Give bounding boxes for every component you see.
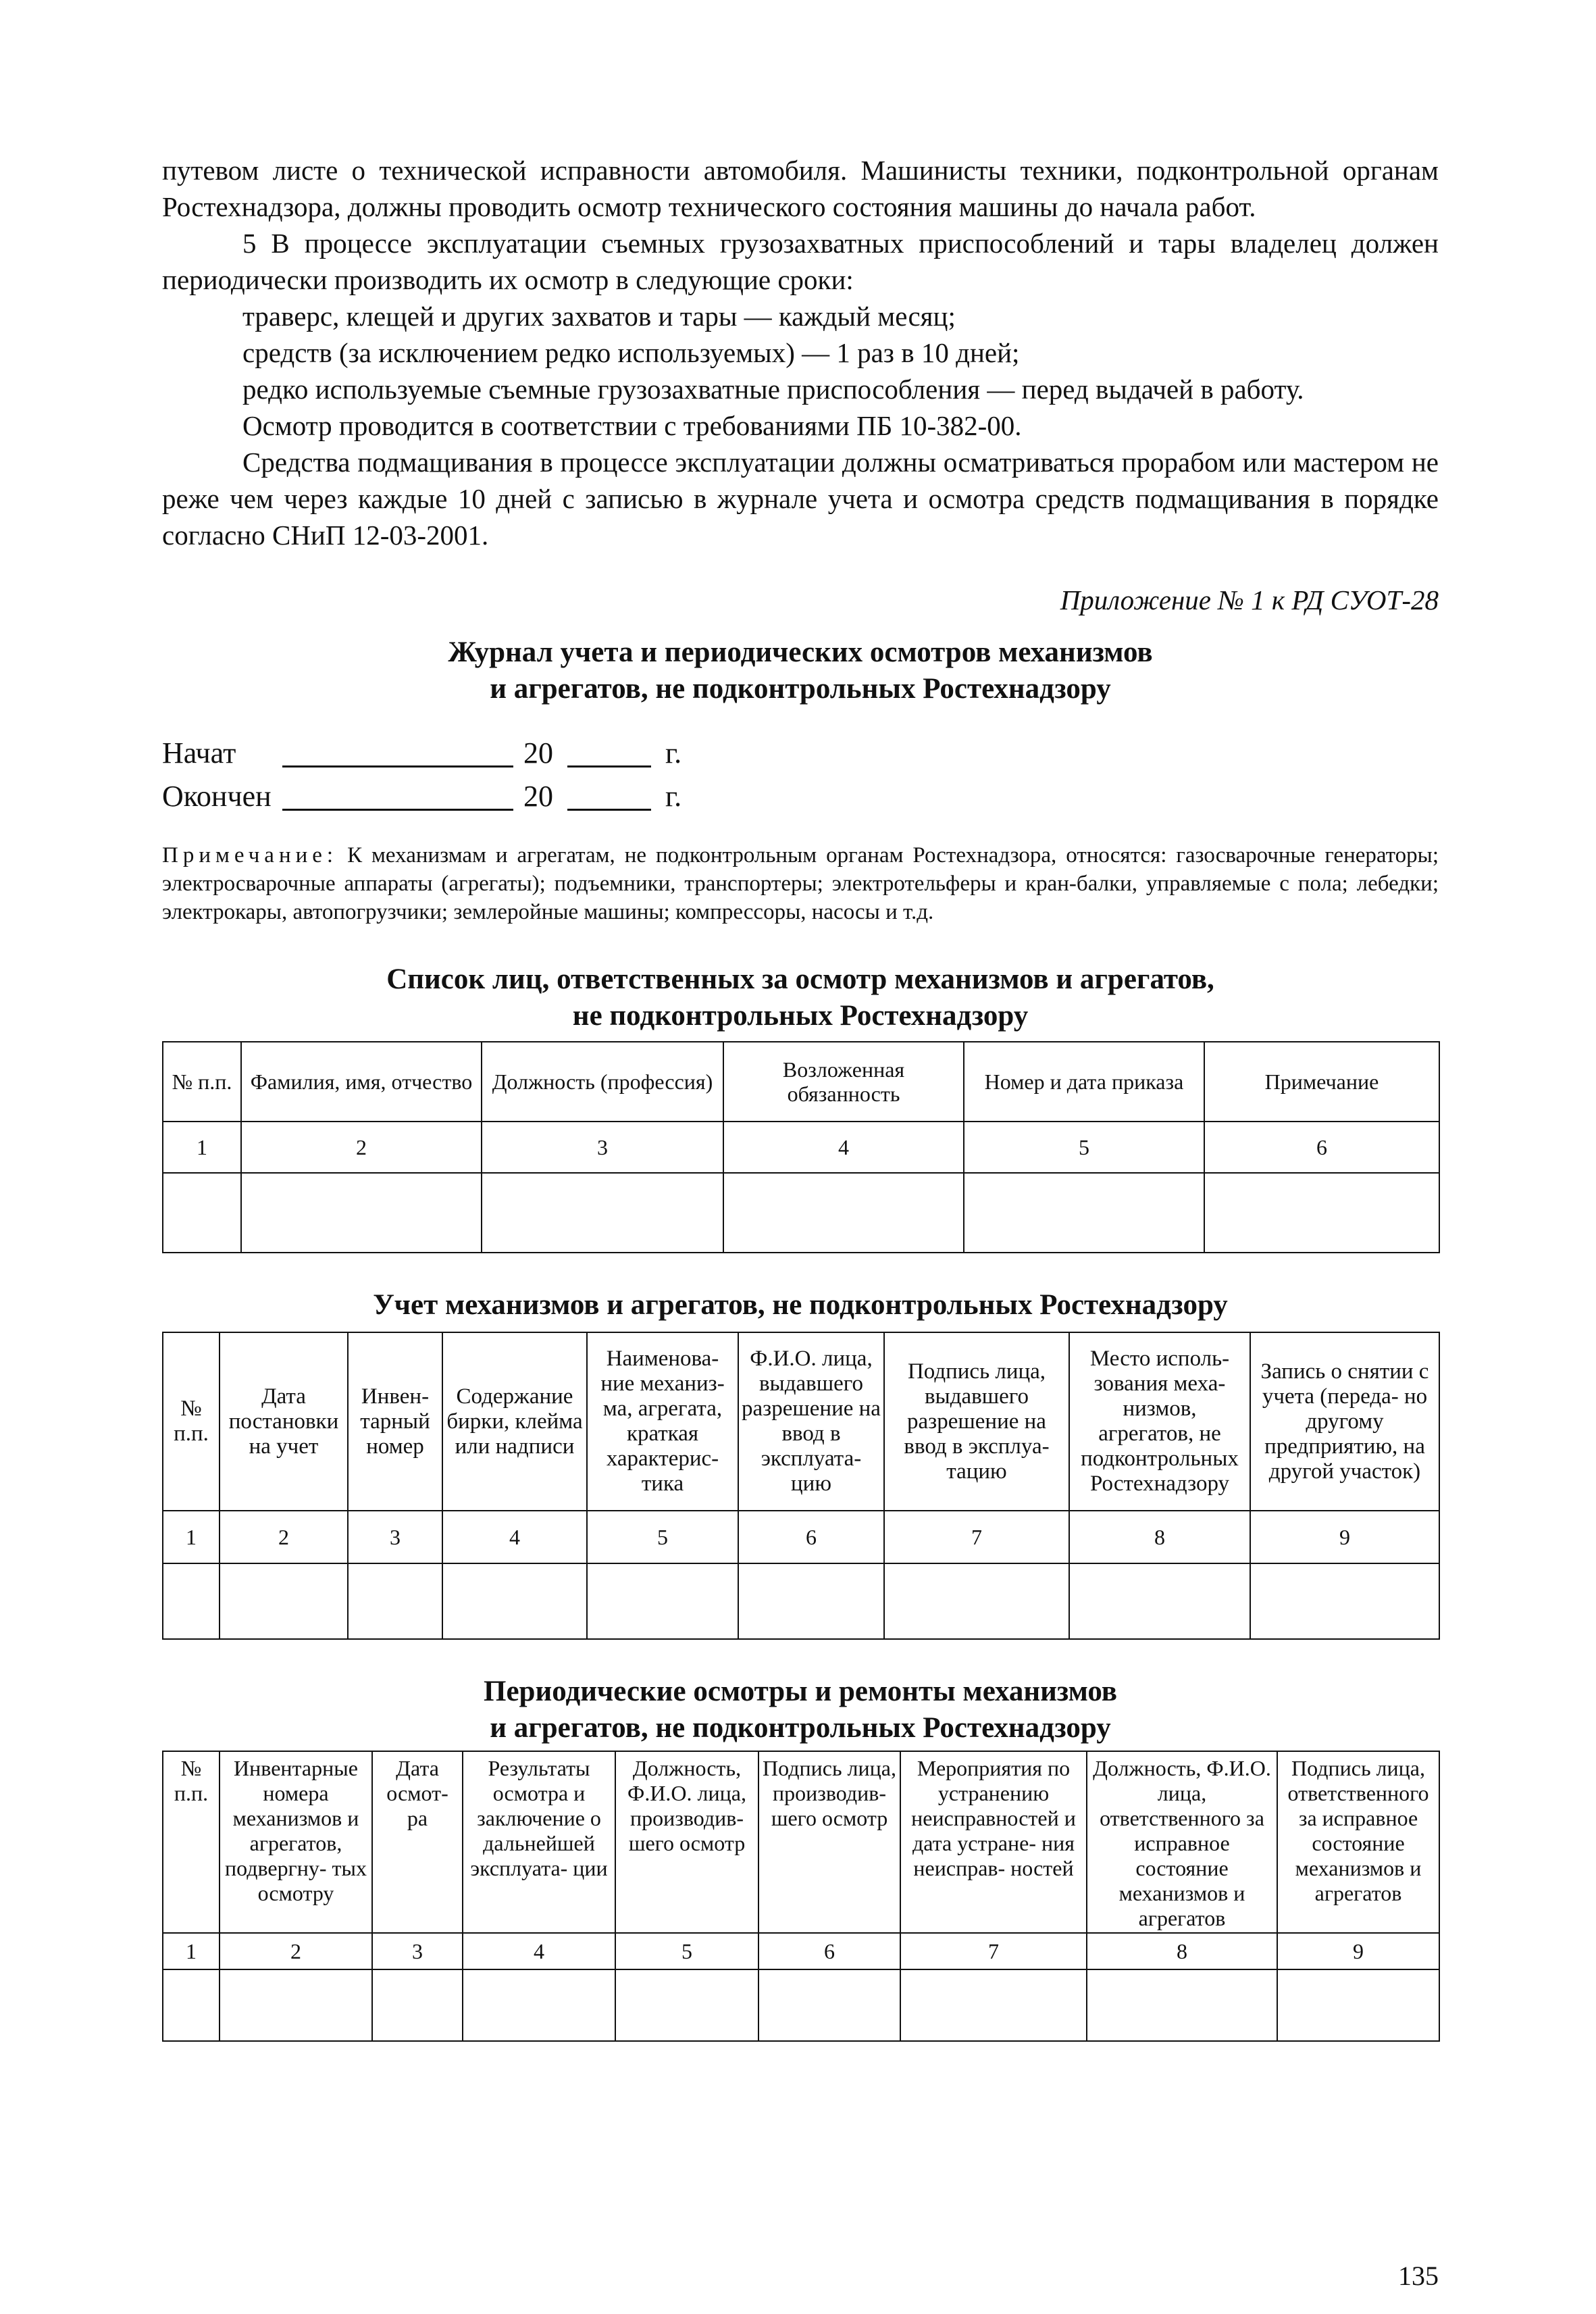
table-cell[interactable]	[220, 1563, 348, 1639]
started-label: Начат	[162, 736, 236, 770]
column-number: 5	[587, 1511, 738, 1563]
started-blank[interactable]	[282, 734, 513, 768]
column-number: 3	[372, 1933, 463, 1969]
table-cell[interactable]	[163, 1563, 220, 1639]
column-header: Мероприятия по устранению неисправностей и дата устране- ния неисправ- ностей	[900, 1751, 1087, 1933]
column-number: 8	[1087, 1933, 1277, 1969]
note	[162, 841, 1439, 926]
column-header: Подпись лица, выдавшего разрешение на ввод в эксплуа- тацию	[884, 1332, 1069, 1511]
started-year-blank[interactable]	[567, 734, 651, 768]
table1-title-line-2: не подконтрольных Ростехнадзору	[572, 1000, 1029, 1032]
column-number: 9	[1250, 1511, 1439, 1563]
table1-title-line-1: Список лиц, ответственных за осмотр механизмов и агрегатов,	[386, 963, 1214, 995]
column-header: Запись о снятии с учета (переда- но другому предприятию, на другой участок)	[1250, 1332, 1439, 1511]
intro-paragraph-1: путевом листе о технической исправности автомобиля. Машинисты техники, подконтрольной органам Ростехнадзора, должны проводить осмотр технического состояния машины до начала работ.	[162, 155, 1439, 222]
column-number: 4	[442, 1511, 587, 1563]
inspection-term-item: Осмотр проводится в соответствии с требованиями ПБ 10-382-00.	[242, 410, 1022, 441]
column-header: Ф.И.О. лица, выдавшего разрешение на ввод в эксплуата- цию	[738, 1332, 884, 1511]
year-suffix: г.	[665, 780, 682, 813]
inspections-repairs-table	[162, 1751, 1440, 2042]
year-suffix: г.	[665, 736, 682, 770]
finished-label: Окончен	[162, 780, 272, 813]
column-header: Место исполь- зования меха- низмов, агрегатов, не подконтрольных Ростехнадзору	[1069, 1332, 1250, 1511]
table-cell[interactable]	[348, 1563, 442, 1639]
column-number: 3	[348, 1511, 442, 1563]
column-header: № п.п.	[163, 1042, 241, 1122]
table-cell[interactable]	[163, 1173, 241, 1253]
table-cell[interactable]	[900, 1969, 1087, 2041]
column-header: Результаты осмотра и заключение о дальнейшей эксплуата- ции	[463, 1751, 615, 1933]
inspection-term-item: траверс, клещей и других захватов и тары — каждый месяц;	[242, 301, 956, 332]
column-number: 3	[482, 1122, 723, 1173]
column-number: 7	[884, 1511, 1069, 1563]
table-cell[interactable]	[615, 1969, 758, 2041]
column-number: 1	[163, 1933, 220, 1969]
column-number-row	[163, 1122, 1439, 1173]
column-number: 8	[1069, 1511, 1250, 1563]
table-cell[interactable]	[758, 1969, 900, 2041]
column-number: 7	[900, 1933, 1087, 1969]
column-header: Примечание	[1204, 1042, 1439, 1122]
journal-title-line-1: Журнал учета и периодических осмотров механизмов	[448, 636, 1153, 668]
year-prefix: 20	[523, 780, 553, 813]
inspection-term-item: средств (за исключением редко используемых) — 1 раз в 10 дней;	[242, 337, 1020, 368]
table-cell[interactable]	[442, 1563, 587, 1639]
table-cell[interactable]	[587, 1563, 738, 1639]
table-cell[interactable]	[463, 1969, 615, 2041]
column-number: 2	[220, 1933, 372, 1969]
table-cell[interactable]	[163, 1969, 220, 2041]
table-cell[interactable]	[241, 1173, 482, 1253]
note-text: К механизмам и агрегатам, не подконтрольным органам Ростехнадзора, относятся: газосварочные генераторы; электросварочные аппараты (агрегаты); подъемники, транспортеры; электротельферы и кран-балки, управляемые с пола; лебедки; электрокары, автопогрузчики; землеройные машины; компрессоры, насосы и т.д.	[162, 843, 1439, 924]
column-number-row	[163, 1933, 1439, 1969]
journal-title-line-2: и агрегатов, не подконтрольных Ростехнадзору	[490, 673, 1111, 705]
table-cell[interactable]	[1250, 1563, 1439, 1639]
table-cell[interactable]	[723, 1173, 964, 1253]
table2-title: Учет механизмов и агрегатов, не подконтрольных Ростехнадзору	[373, 1289, 1228, 1321]
table-cell[interactable]	[964, 1173, 1204, 1253]
finished-year-blank[interactable]	[567, 778, 651, 811]
column-number: 2	[241, 1122, 482, 1173]
mechanisms-registry-table	[162, 1332, 1440, 1640]
column-number: 1	[163, 1511, 220, 1563]
table-header-row	[163, 1332, 1439, 1511]
responsible-persons-table	[162, 1041, 1440, 1253]
table3-title-line-1: Периодические осмотры и ремонты механизмов	[484, 1676, 1117, 1707]
column-number: 1	[163, 1122, 241, 1173]
column-header: № п.п.	[163, 1332, 220, 1511]
table-cell[interactable]	[1277, 1969, 1439, 2041]
column-header: Номер и дата приказа	[964, 1042, 1204, 1122]
column-number: 6	[1204, 1122, 1439, 1173]
journal-title	[162, 634, 1439, 707]
table3-title-line-2: и агрегатов, не подконтрольных Ростехнадзору	[490, 1712, 1111, 1744]
table-header-row	[163, 1751, 1439, 1933]
table-row	[163, 1563, 1439, 1639]
column-number: 4	[723, 1122, 964, 1173]
table-cell[interactable]	[220, 1969, 372, 2041]
column-header: Содержание бирки, клейма или надписи	[442, 1332, 587, 1511]
column-header: № п.п.	[163, 1751, 220, 1933]
column-number: 4	[463, 1933, 615, 1969]
note-label: Примечание:	[162, 843, 338, 867]
finished-blank[interactable]	[282, 778, 513, 811]
column-header: Инвен- тарный номер	[348, 1332, 442, 1511]
table-cell[interactable]	[738, 1563, 884, 1639]
column-number-row	[163, 1511, 1439, 1563]
column-header: Должность (профессия)	[482, 1042, 723, 1122]
table-row	[163, 1969, 1439, 2041]
column-number: 5	[964, 1122, 1204, 1173]
appendix-label: Приложение № 1 к РД СУОТ-28	[1060, 584, 1439, 615]
table-cell[interactable]	[884, 1563, 1069, 1639]
column-header: Подпись лица, ответственного за исправное состояние механизмов и агрегатов	[1277, 1751, 1439, 1933]
inspection-term-item: редко используемые съемные грузозахватные приспособления — перед выдачей в работу.	[242, 374, 1304, 405]
table-cell[interactable]	[1069, 1563, 1250, 1639]
column-number: 2	[220, 1511, 348, 1563]
table-cell[interactable]	[482, 1173, 723, 1253]
table-cell[interactable]	[1087, 1969, 1277, 2041]
column-header: Должность, Ф.И.О. лица, ответственного за исправное состояние механизмов и агрегатов	[1087, 1751, 1277, 1933]
column-header: Наименова- ние механиз- ма, агрегата, краткая характерис- тика	[587, 1332, 738, 1511]
column-header: Возложенная обязанность	[723, 1042, 964, 1122]
table-header-row	[163, 1042, 1439, 1122]
column-header: Дата осмот- ра	[372, 1751, 463, 1933]
column-header: Должность, Ф.И.О. лица, производив- шего осмотр	[615, 1751, 758, 1933]
finished-date-line	[162, 778, 1439, 821]
column-header: Подпись лица, производив- шего осмотр	[758, 1751, 900, 1933]
table-cell[interactable]	[1204, 1173, 1439, 1253]
column-number: 5	[615, 1933, 758, 1969]
started-date-line	[162, 734, 1439, 778]
document-page	[162, 152, 1439, 2291]
column-number: 6	[738, 1511, 884, 1563]
column-header: Инвентарные номера механизмов и агрегатов, подвергну- тых осмотру	[220, 1751, 372, 1933]
year-prefix: 20	[523, 736, 553, 770]
column-header: Фамилия, имя, отчество	[241, 1042, 482, 1122]
table-cell[interactable]	[372, 1969, 463, 2041]
intro-paragraph-2: 5 В процессе эксплуатации съемных грузозахватных приспособлений и тары владелец должен периодически производить их осмотр в следующие сроки:	[162, 228, 1439, 295]
intro-paragraph-3: Средства подмащивания в процессе эксплуатации должны осматриваться прорабом или мастером не реже чем через каждые 10 дней с записью в журнале учета и осмотра средств подмащивания в порядке согласно СНиП 12-03-2001.	[162, 447, 1439, 551]
column-header: Дата постановки на учет	[220, 1332, 348, 1511]
table-row	[163, 1173, 1439, 1253]
column-number: 9	[1277, 1933, 1439, 1969]
column-number: 6	[758, 1933, 900, 1969]
page-number: 135	[1398, 2261, 1439, 2291]
